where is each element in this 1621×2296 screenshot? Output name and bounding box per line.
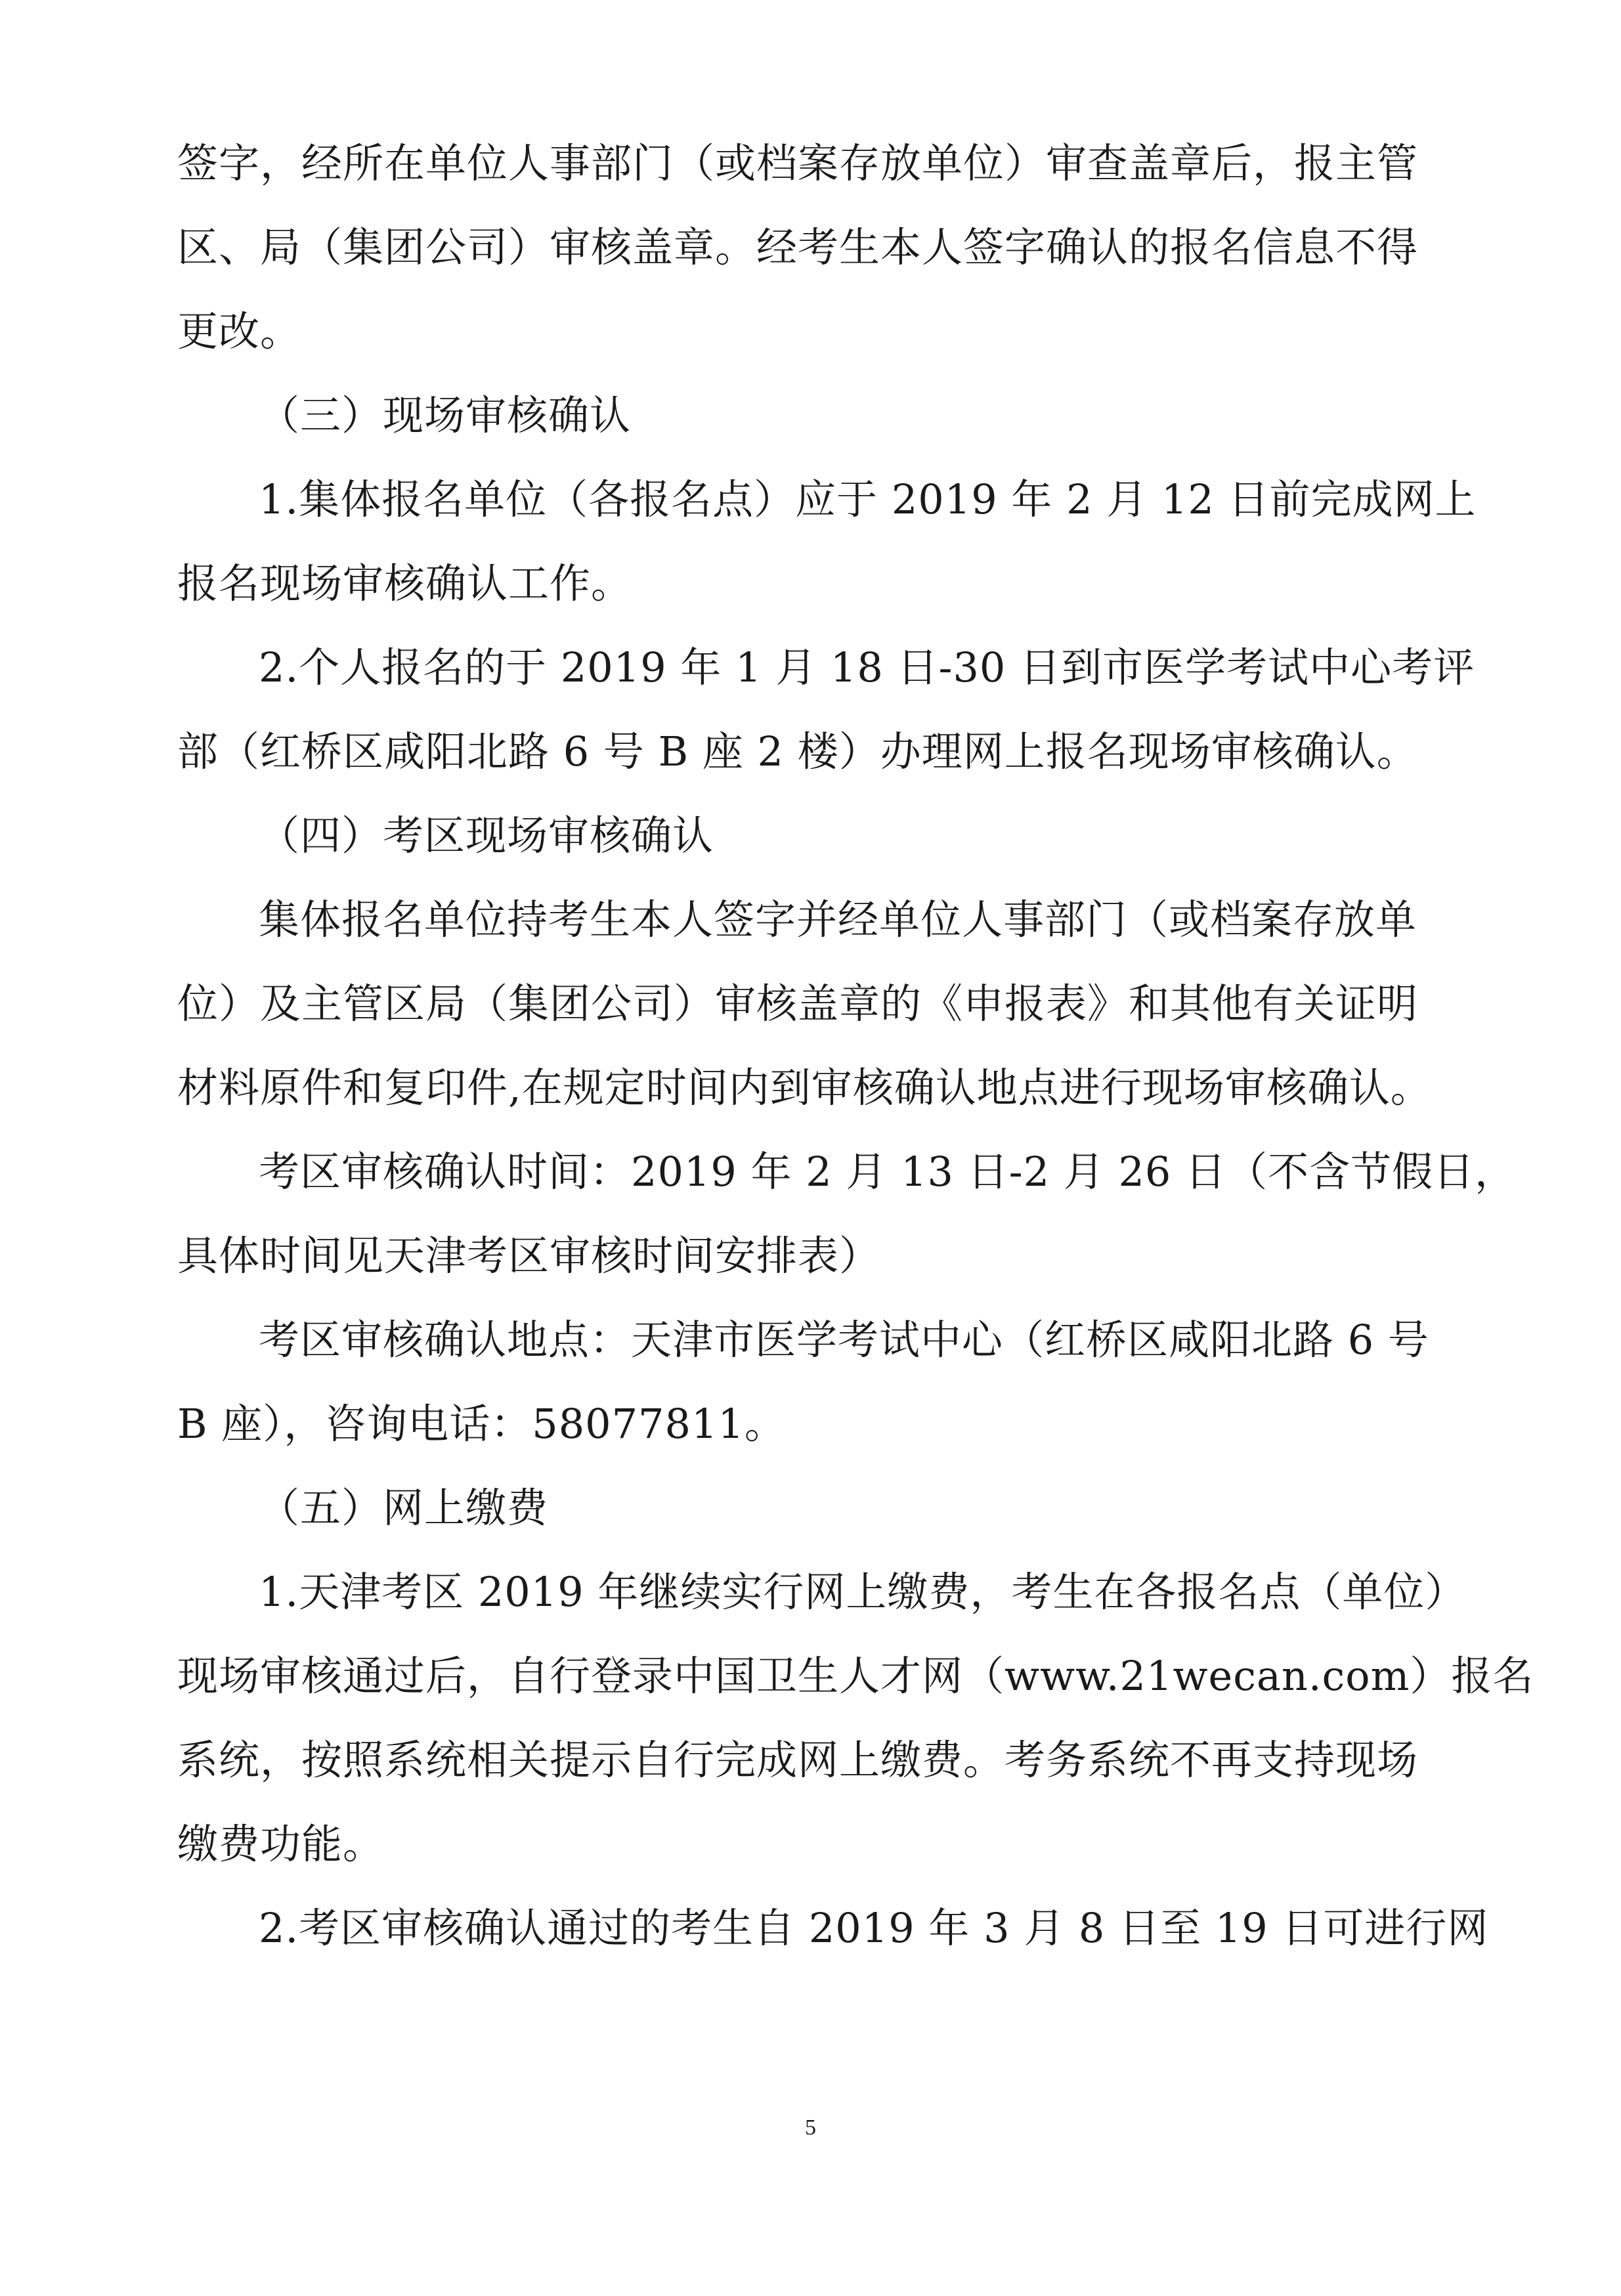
paragraph-line: 集体报名单位持考生本人签字并经单位人事部门（或档案存放单 (259, 896, 1417, 943)
page-number: 5 (805, 2115, 816, 2140)
section-heading: （三）现场审核确认 (259, 391, 632, 439)
paragraph-line: B 座），咨询电话：58077811。 (177, 1400, 786, 1448)
paragraph-line: 缴费功能。 (177, 1820, 385, 1868)
section-heading: （五）网上缴费 (259, 1484, 549, 1532)
body-text (177, 121, 1534, 1970)
paragraph-line: 位）及主管区局（集团公司）审核盖章的《申报表》和其他有关证明 (177, 980, 1419, 1028)
paragraph-line: 区、局（集团公司）审核盖章。经考生本人签字确认的报名信息不得 (177, 223, 1419, 271)
paragraph-line: 签字，经所在单位人事部门（或档案存放单位）审查盖章后，报主管 (177, 139, 1419, 187)
paragraph-line: 具体时间见天津考区审核时间安排表） (177, 1232, 881, 1280)
paragraph-line: 考区审核确认地点：天津市医学考试中心（红桥区咸阳北路 6 号 (259, 1316, 1429, 1364)
paragraph-line: 系统，按照系统相关提示自行完成网上缴费。考务系统不再支持现场 (177, 1736, 1419, 1784)
paragraph-line: 考区审核确认时间：2019 年 2 月 13 日-2 月 26 日（不含节假日， (259, 1148, 1517, 1196)
paragraph-line: 现场审核通过后，自行登录中国卫生人才网（www.21wecan.com）报名 (177, 1652, 1534, 1700)
section-heading: （四）考区现场审核确认 (259, 812, 714, 859)
paragraph-line: 1.集体报名单位（各报名点）应于 2019 年 2 月 12 日前完成网上 (259, 475, 1477, 523)
paragraph-line: 2.个人报名的于 2019 年 1 月 18 日-30 日到市医学考试中心考评 (259, 643, 1475, 691)
paragraph-line: 1.天津考区 2019 年继续实行网上缴费，考生在各报名点（单位） (259, 1568, 1467, 1616)
paragraph-line: 更改。 (177, 307, 302, 355)
paragraph-line: 2.考区审核确认通过的考生自 2019 年 3 月 8 日至 19 日可进行网 (259, 1904, 1489, 1952)
paragraph-line: 材料原件和复印件,在规定时间内到审核确认地点进行现场审核确认。 (177, 1064, 1432, 1112)
paragraph-line: 部（红桥区咸阳北路 6 号 B 座 2 楼）办理网上报名现场审核确认。 (177, 727, 1418, 775)
paragraph-line: 报名现场审核确认工作。 (177, 559, 633, 607)
